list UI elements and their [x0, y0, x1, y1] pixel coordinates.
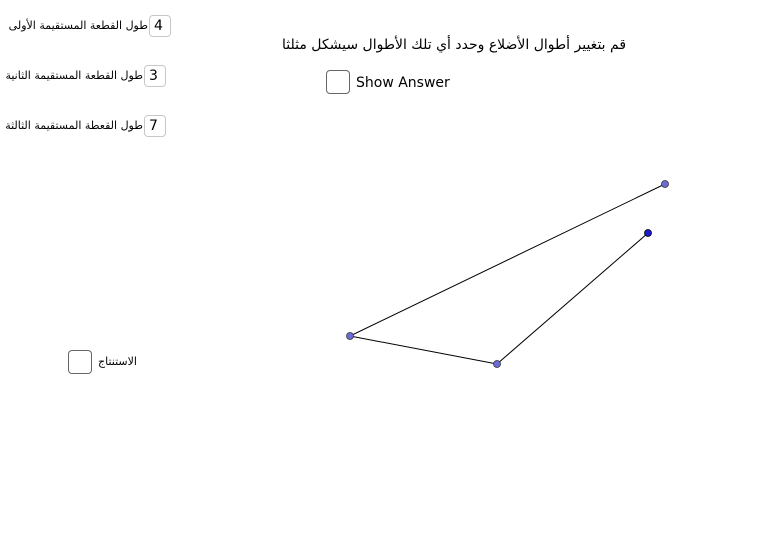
instruction-text: قم بتغيير أطوال الأضلاع وحدد أي تلك الأطوال سيشكل مثلثا: [282, 37, 627, 53]
segment-first[interactable]: [350, 184, 665, 336]
first-segment-length-input[interactable]: 4: [149, 15, 171, 37]
conclusion-label[interactable]: الاستنتاج: [98, 355, 137, 368]
show-answer-checkbox[interactable]: [326, 70, 350, 94]
third-segment-length-label: طول القعطة المستقيمة الثالثة: [5, 119, 143, 132]
conclusion-checkbox[interactable]: [68, 350, 92, 374]
point-top-right-end[interactable]: [662, 181, 669, 188]
third-segment-length-row: [5, 115, 166, 139]
point-free-end[interactable]: [645, 230, 652, 237]
second-segment-length-row: [5, 65, 166, 89]
segment-third[interactable]: [497, 233, 648, 364]
first-segment-length-label: طول القطعة المستقيمة الأولى: [8, 19, 148, 32]
show-answer-label[interactable]: Show Answer: [356, 75, 450, 91]
segment-second[interactable]: [350, 336, 497, 364]
point-bottom-vertex[interactable]: [494, 361, 501, 368]
point-left-vertex[interactable]: [347, 333, 354, 340]
second-segment-length-label: طول القطعة المستقيمة الثانية: [5, 69, 143, 82]
second-segment-length-input[interactable]: 3: [144, 65, 166, 87]
third-segment-length-input[interactable]: 7: [144, 115, 166, 137]
first-segment-length-row: [8, 15, 171, 39]
